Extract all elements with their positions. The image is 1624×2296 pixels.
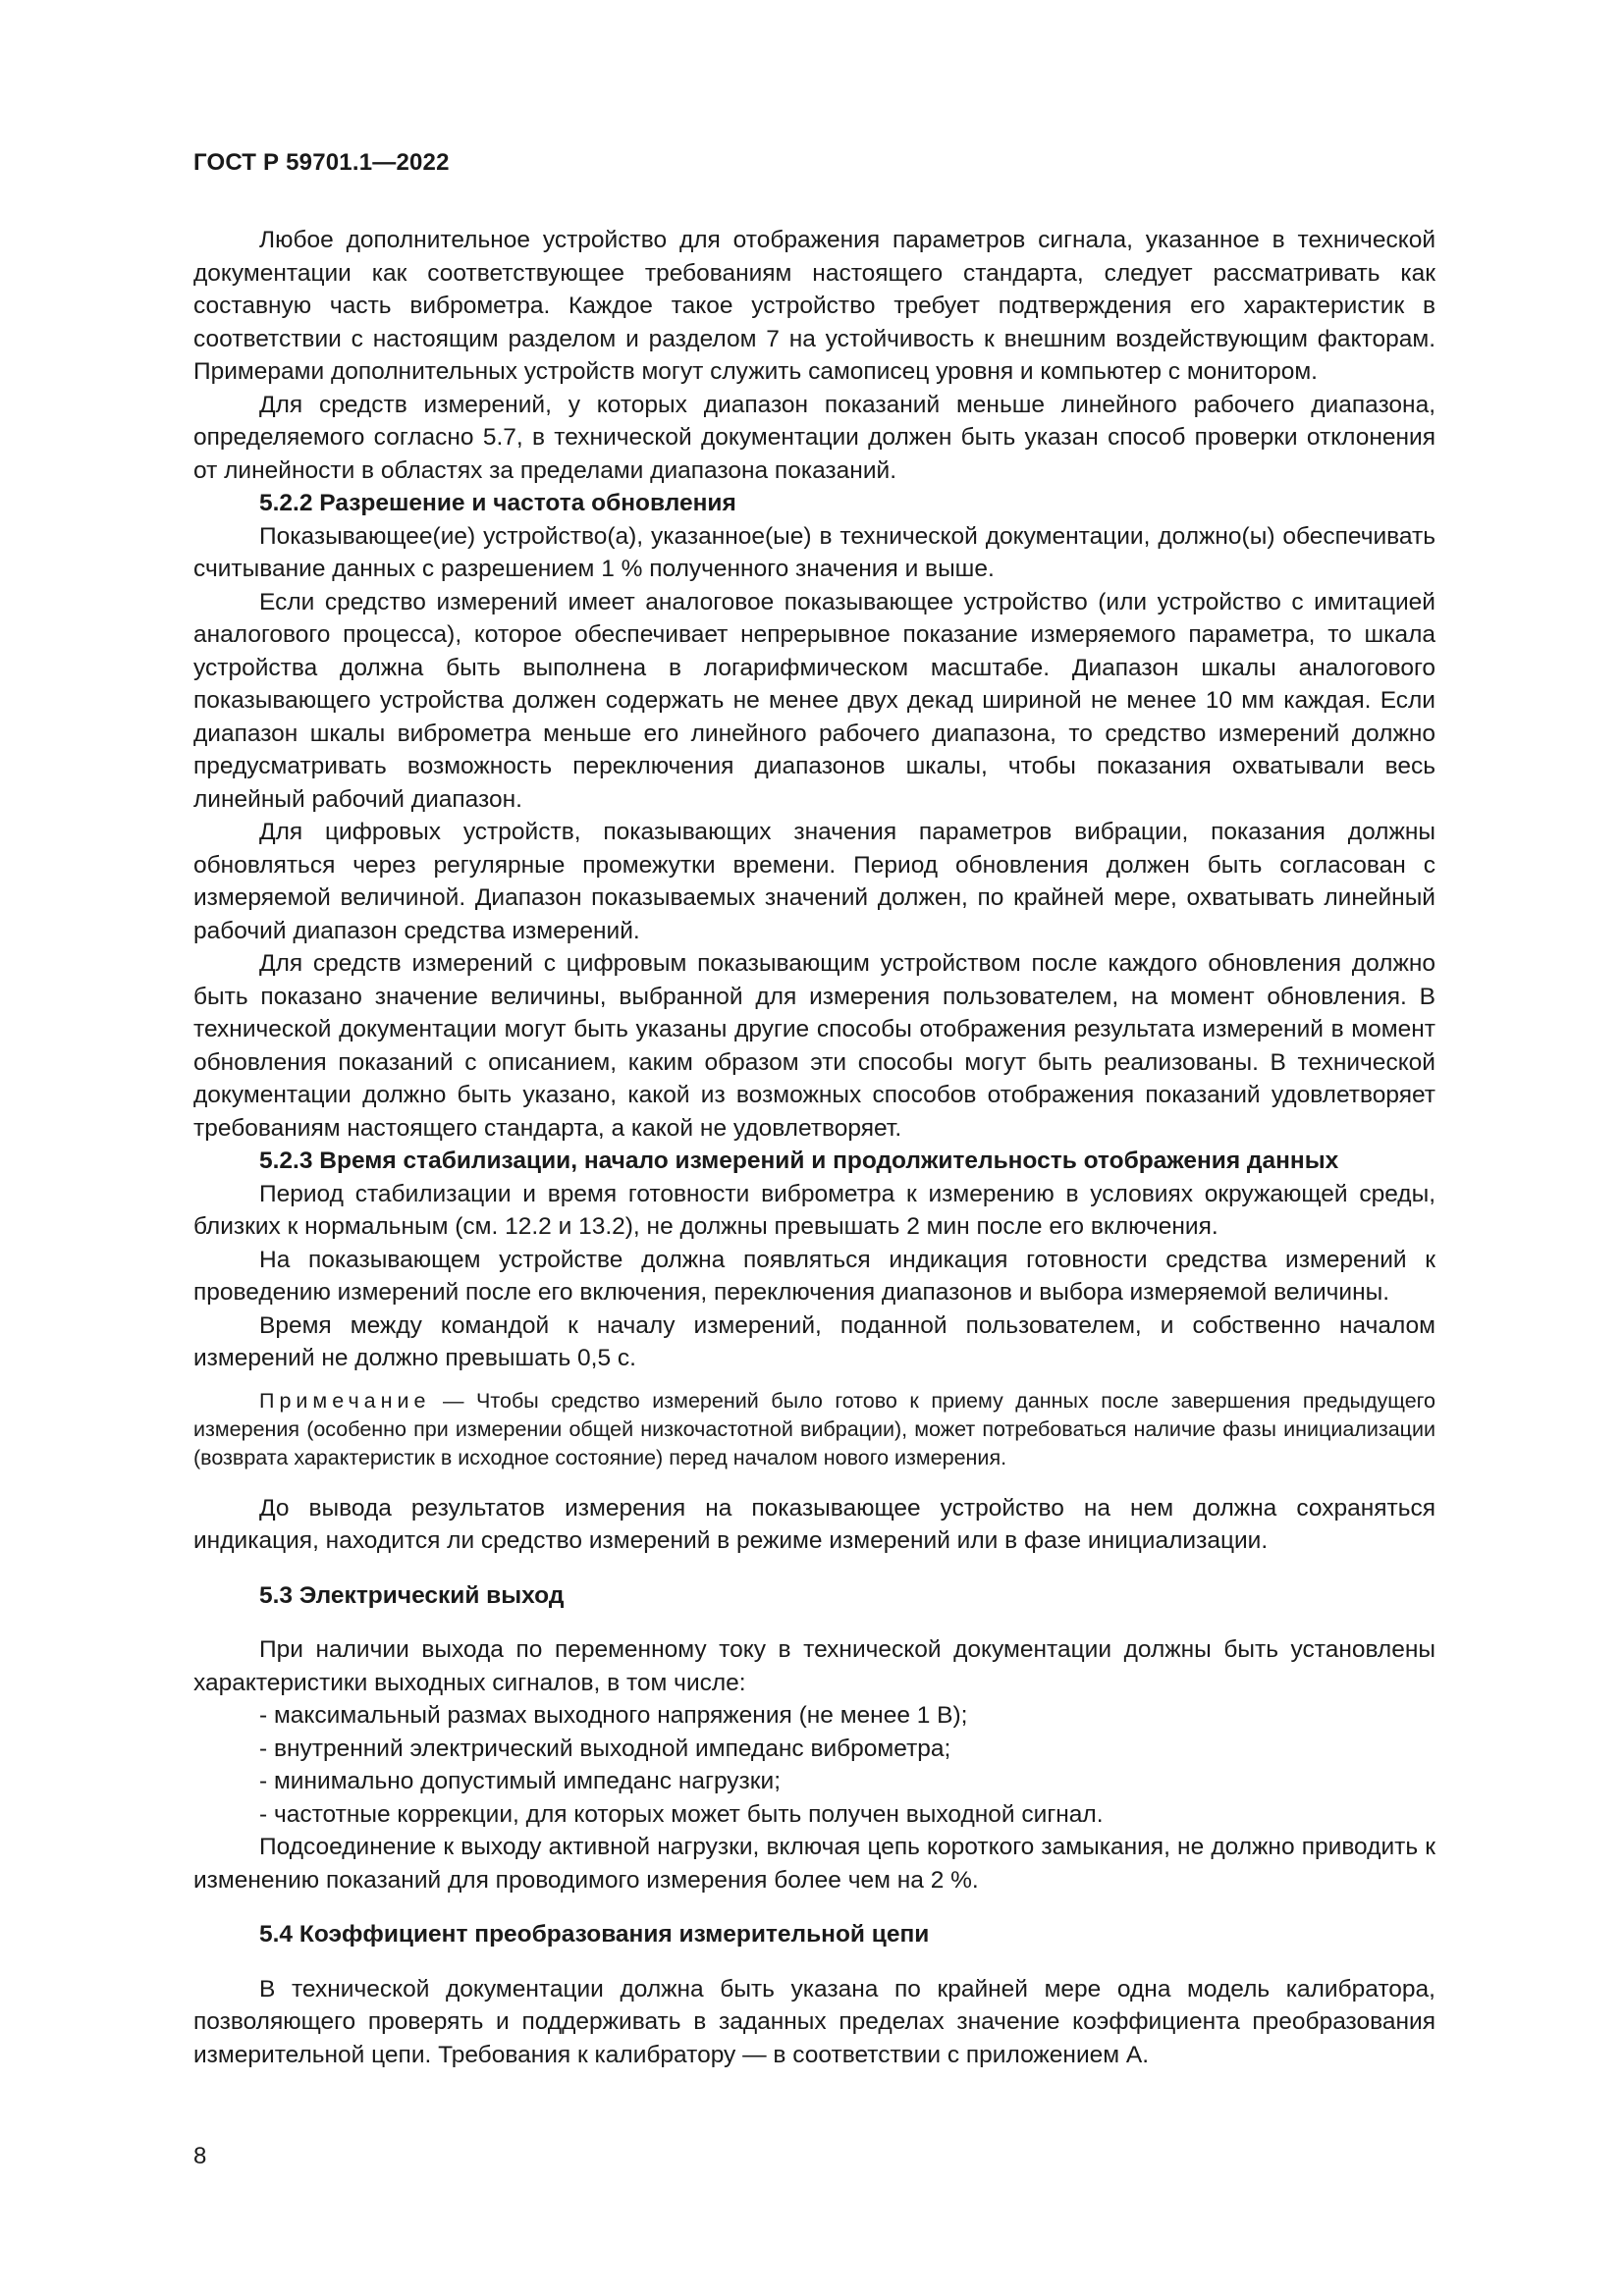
page-number: 8 xyxy=(193,2143,207,2169)
paragraph: Если средство измерений имеет аналоговое показывающее устройство (или устройство с имитацией аналогового процесса), которое обеспечивает непрерывное показание измеряемого параметра, то шкала устройства должна быть выполнена в логарифмическом масштабе. Диапазон шкалы аналогового показывающего устройства должен содержать не менее двух декад шириной не менее 10 мм каждая. Если диапазон шкалы виброметра меньше его линейного рабочего диапазона, то средство измерений должно предусматривать возможность переключения диапазонов шкалы, чтобы показания охватывали весь линейный рабочий диапазон. xyxy=(193,588,1435,813)
list-item: - минимально допустимый импеданс нагрузки; xyxy=(259,1768,781,1794)
paragraph: Показывающее(ие) устройство(а), указанное(ые) в технической документации, должно(ы) обеспечивать считывание данных с разрешением 1 % полученного значения и выше. xyxy=(193,522,1435,582)
paragraph: Для средств измерений с цифровым показывающим устройством после каждого обновления должно быть показано значение величины, выбранной для измерения пользователем, на момент обновления. В технической документации могут быть указаны другие способы отображения результата измерений в момент обновления показаний с описанием, каким образом эти способы могут быть реализованы. В технической документации должно быть указано, какой из возможных способов отображения показаний удовлетворяет требованиям настоящего стандарта, а какой не удовлетворяет. xyxy=(193,950,1435,1142)
paragraph: В технической документации должна быть указана по крайней мере одна модель калибратора, позволяющего проверять и поддерживать в заданных пределах значение коэффициента преобразования измерительной цепи. Требования к калибратору — в соответствии с приложением А. xyxy=(193,1975,1435,2068)
list-item: - внутренний электрический выходной импеданс виброметра; xyxy=(259,1735,951,1762)
paragraph: Время между командой к началу измерений, поданной пользователем, и собственно началом измерений не должно превышать 0,5 с. xyxy=(193,1311,1435,1371)
paragraph: На показывающем устройстве должна появляться индикация готовности средства измерений к проведению измерений после его включения, переключения диапазонов и выбора измеряемой величины. xyxy=(193,1246,1435,1306)
paragraph: До вывода результатов измерения на показывающее устройство на нем должна сохраняться индикация, находится ли средство измерений в режиме измерений или в фазе инициализации. xyxy=(193,1494,1435,1554)
document-body xyxy=(193,224,1435,2071)
paragraph: Для средств измерений, у которых диапазон показаний меньше линейного рабочего диапазона, определяемого согласно 5.7, в технической документации должен быть указан способ проверки отклонения от линейности в областях за пределами диапазона показаний. xyxy=(193,391,1435,484)
paragraph: Подсоединение к выходу активной нагрузки, включая цепь короткого замыкания, не должно приводить к изменению показаний для проводимого измерения более чем на 2 %. xyxy=(193,1834,1435,1894)
paragraph: Любое дополнительное устройство для отображения параметров сигнала, указанное в технической документации как соответствующее требованиям настоящего стандарта, следует рассматривать как составную часть виброметра. Каждое такое устройство требует подтверждения его характеристик в соответствии с настоящим разделом и разделом 7 на устойчивость к внешним воздействующим факторам. Примерами дополнительных устройств могут служить самописец уровня и компьютер с монитором. xyxy=(193,227,1435,385)
characteristics-list xyxy=(193,1699,1435,1831)
list-item: - частотные коррекции, для которых может быть получен выходной сигнал. xyxy=(259,1800,1104,1828)
note xyxy=(193,1387,1435,1472)
section-heading-5-4: 5.4 Коэффициент преобразования измерительной цепи xyxy=(259,1921,930,1948)
paragraph: Период стабилизации и время готовности виброметра к измерению в условиях окружающей среды, близких к нормальным (см. 12.2 и 13.2), не должны превышать 2 мин после его включения. xyxy=(193,1180,1435,1240)
note-label: Примечание xyxy=(259,1388,431,1413)
list-item: - максимальный размах выходного напряжения (не менее 1 В); xyxy=(259,1702,968,1729)
section-heading-5-2-2: 5.2.2 Разрешение и частота обновления xyxy=(259,490,736,516)
paragraph: При наличии выхода по переменному току в технической документации должны быть установлены характеристики выходных сигналов, в том числе: xyxy=(193,1636,1435,1696)
section-heading-5-2-3: 5.2.3 Время стабилизации, начало измерений и продолжительность отображения данных xyxy=(259,1148,1339,1174)
document-id-header: ГОСТ Р 59701.1—2022 xyxy=(193,149,450,176)
section-heading-5-3: 5.3 Электрический выход xyxy=(259,1581,565,1609)
note-text: — Чтобы средство измерений было готово к приему данных после завершения предыдущего измерения (особенно при измерении общей низкочастотной вибрации), может потребоваться наличие фазы инициализации (возврата характеристик в исходное состояние) перед началом нового измерения. xyxy=(193,1388,1435,1469)
paragraph: Для цифровых устройств, показывающих значения параметров вибрации, показания должны обновляться через регулярные промежутки времени. Период обновления должен быть согласован с измеряемой величиной. Диапазон показываемых значений должен, по крайней мере, охватывать линейный рабочий диапазон средства измерений. xyxy=(193,819,1435,944)
